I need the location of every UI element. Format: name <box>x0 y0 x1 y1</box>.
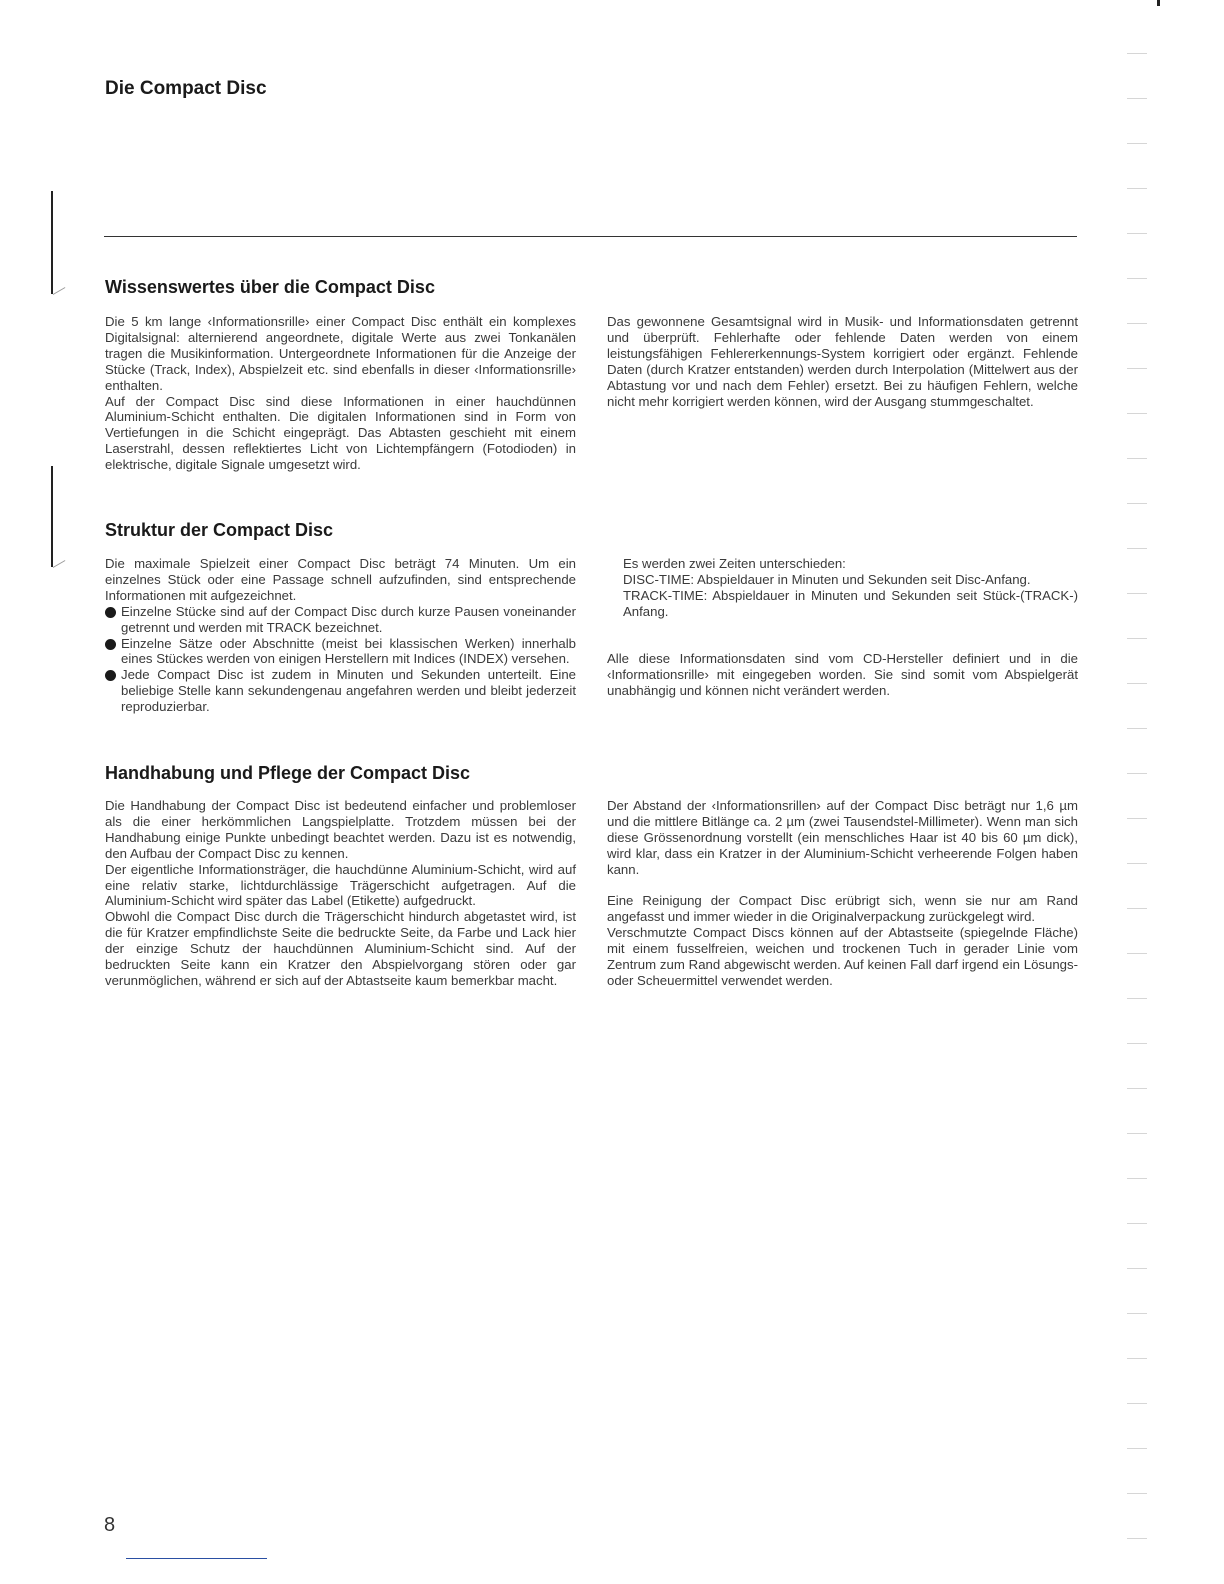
corner-mark <box>1157 0 1160 6</box>
paragraph: Die Handhabung der Compact Disc ist bedeutend einfacher und problemloser als die einer herkömmlichen Langspielplatte. Trotzdem müssen bei der Handhabung einige Punkte unbedingt beachtet werden. Dazu ist es notwendig, den Aufbau der Compact Disc zu kennen. <box>105 798 576 861</box>
margin-tick <box>1127 1133 1147 1134</box>
bullet-icon <box>105 607 116 618</box>
list-item-text: Einzelne Stücke sind auf der Compact Disc durch kurze Pausen voneinander getrennt und werden mit TRACK bezeichnet. <box>121 603 576 635</box>
margin-tick <box>1127 278 1147 279</box>
paragraph: Die 5 km lange ‹Informationsrille› einer Compact Disc enthält ein komplexes Digitalsignal: alternierend angeordnete, digitale Werte aus zwei Tonkanälen tragen die Musikinformation. Untergeordnete Informationen für die Anzeige der Stücke (Track, Index), Abspielzeit etc. sind ebenfalls in dieser ‹Informationsrille› enthalten. <box>105 314 576 393</box>
bullet-list <box>105 604 576 715</box>
margin-tick <box>1127 53 1147 54</box>
paragraph: TRACK-TIME: Abspieldauer in Minuten und Sekunden seit Stück-(TRACK-) Anfang. <box>623 587 1078 619</box>
paragraph: Es werden zwei Zeiten unterschieden: <box>623 556 846 571</box>
list-item <box>105 667 576 715</box>
margin-tick <box>1127 1088 1147 1089</box>
margin-tick <box>1127 773 1147 774</box>
list-item-text: Einzelne Sätze oder Abschnitte (meist bei klassischen Werken) innerhalb eines Stückes werden von einigen Herstellern mit Indices (INDEX) versehen. <box>121 635 576 667</box>
paragraph: Obwohl die Compact Disc durch die Trägerschicht hindurch abgetastet wird, ist die für Kratzer empfindlichste Seite die bedruckte Seite, da Farbe und Lack hier der einzige Schutz der hauchdünnen Aluminium-Schicht sind. Auf der bedruckten Seite kann ein Kratzer den Abspielvorgang stören oder gar verunmöglichen, während er sich auf der Abtastseite kaum bemerkbar macht. <box>105 909 576 988</box>
page-title: Die Compact Disc <box>105 78 267 99</box>
paragraph: Eine Reinigung der Compact Disc erübrigt sich, wenn sie nur am Rand angefasst und immer wieder in die Originalverpackung zurückgelegt wird. <box>607 893 1078 925</box>
struktur-note-column <box>607 651 1078 699</box>
bullet-icon <box>105 670 116 681</box>
margin-tick <box>1127 368 1147 369</box>
margin-change-bar-top <box>51 191 53 294</box>
margin-tick <box>1127 1043 1147 1044</box>
wissenswertes-left-column <box>105 314 576 473</box>
paragraph: Der Abstand der ‹Informationsrillen› auf der Compact Disc beträgt nur 1,6 µm und die mittlere Bitlänge ca. 2 µm (zwei Tausendstel-Millimeter). Wenn man sich diese Grössenordnung vorstellt (ein menschliches Haar ist 40 bis 60 µm dick), wird klar, dass ein Kratzer in der Aluminium-Schicht verheerende Folgen haben kann. <box>607 798 1078 877</box>
margin-tick <box>1127 1448 1147 1449</box>
section-title-handhabung: Handhabung und Pflege der Compact Disc <box>105 763 471 783</box>
footer-line <box>126 1558 267 1559</box>
list-item <box>105 636 576 668</box>
margin-tick <box>1127 1538 1147 1539</box>
header-rule <box>104 236 1077 237</box>
margin-tick <box>1127 908 1147 909</box>
struktur-left-column <box>105 556 576 715</box>
margin-tick <box>1127 1313 1147 1314</box>
margin-tick <box>1127 548 1147 549</box>
margin-tick <box>1127 638 1147 639</box>
paragraph: Auf der Compact Disc sind diese Informationen in einer hauchdünnen Aluminium-Schicht enthalten. Die digitalen Informationen sind in Form von Vertiefungen in die Schicht eingeprägt. Das Abtasten geschieht mit einem Laserstrahl, dessen reflektiertes Licht von Lichtempfängern (Fotodioden) in elektrische, digitale Signale umgesetzt wird. <box>105 393 576 473</box>
bullet-icon <box>105 639 116 650</box>
margin-tick-middle <box>53 560 66 568</box>
margin-tick <box>1127 1178 1147 1179</box>
margin-tick <box>1127 593 1147 594</box>
margin-tick-top <box>53 287 66 295</box>
margin-tick <box>1127 1223 1147 1224</box>
margin-tick <box>1127 1493 1147 1494</box>
margin-tick <box>1127 233 1147 234</box>
list-item-text: Jede Compact Disc ist zudem in Minuten und Sekunden unterteilt. Eine beliebige Stelle kann sekundengenau angefahren werden und bleibt jederzeit reproduzierbar. <box>121 667 576 715</box>
margin-tick <box>1127 458 1147 459</box>
margin-tick <box>1127 503 1147 504</box>
margin-tick <box>1127 413 1147 414</box>
margin-tick <box>1127 323 1147 324</box>
section-title-wissenswertes: Wissenswertes über die Compact Disc <box>105 277 435 297</box>
page-number: 8 <box>104 1514 116 1536</box>
margin-tick <box>1127 188 1147 189</box>
paragraph: Alle diese Informationsdaten sind vom CD-Hersteller definiert und in die ‹Informationsrille› mit eingegeben worden. Sie sind somit vom Abspielgerät unabhängig und können nicht verändert werden. <box>607 651 1078 698</box>
paragraph: DISC-TIME: Abspieldauer in Minuten und Sekunden seit Disc-Anfang. <box>623 571 1031 587</box>
margin-tick <box>1127 98 1147 99</box>
margin-tick <box>1127 863 1147 864</box>
margin-tick <box>1127 143 1147 144</box>
section-title-struktur: Struktur der Compact Disc <box>105 520 334 540</box>
margin-tick <box>1127 1403 1147 1404</box>
paragraph: Die maximale Spielzeit einer Compact Disc beträgt 74 Minuten. Um ein einzelnes Stück oder eine Passage schnell aufzufinden, sind entsprechende Informationen mit aufgezeichnet. <box>105 556 576 603</box>
handhabung-left-column <box>105 798 576 989</box>
paragraph: Das gewonnene Gesamtsignal wird in Musik- und Informationsdaten getrennt und überprüft. Fehlerhafte oder fehlende Daten werden von einem leistungsfähigen Fehlererkennungs-System korrigiert oder ergänzt. Fehlende Daten (durch Kratzer entstanden) werden durch Interpolation (Mittelwert aus der Abtastung vor und nach dem Fehler) ersetzt. Bei zu häufigen Fehlern, welche nicht mehr korrigiert werden können, wird der Ausgang stummgeschaltet. <box>607 314 1078 409</box>
margin-tick <box>1127 1268 1147 1269</box>
paragraph: Der eigentliche Informationsträger, die hauchdünne Aluminium-Schicht, wird auf eine relativ starke, lichtdurchlässige Trägerschicht aufgetragen. Auf die Aluminium-Schicht wird später das Label (Etikette) aufgedruckt. <box>105 861 576 909</box>
margin-change-bar-middle <box>51 466 53 567</box>
paragraph: Verschmutzte Compact Discs können auf der Abtastseite (spiegelnde Fläche) mit einem fusselfreien, weichen und trockenen Tuch in gerader Linie vom Zentrum zum Rand abgewischt werden. Auf keinen Fall darf irgend ein Lösungs- oder Scheuermittel verwendet werden. <box>607 925 1078 988</box>
margin-tick <box>1127 1358 1147 1359</box>
struktur-times-column <box>623 556 1078 620</box>
margin-tick <box>1127 818 1147 819</box>
margin-tick <box>1127 683 1147 684</box>
handhabung-right-column <box>607 798 1078 989</box>
margin-tick <box>1127 728 1147 729</box>
margin-tick <box>1127 998 1147 999</box>
margin-tick <box>1127 953 1147 954</box>
list-item <box>105 604 576 636</box>
wissenswertes-right-column <box>607 314 1078 409</box>
